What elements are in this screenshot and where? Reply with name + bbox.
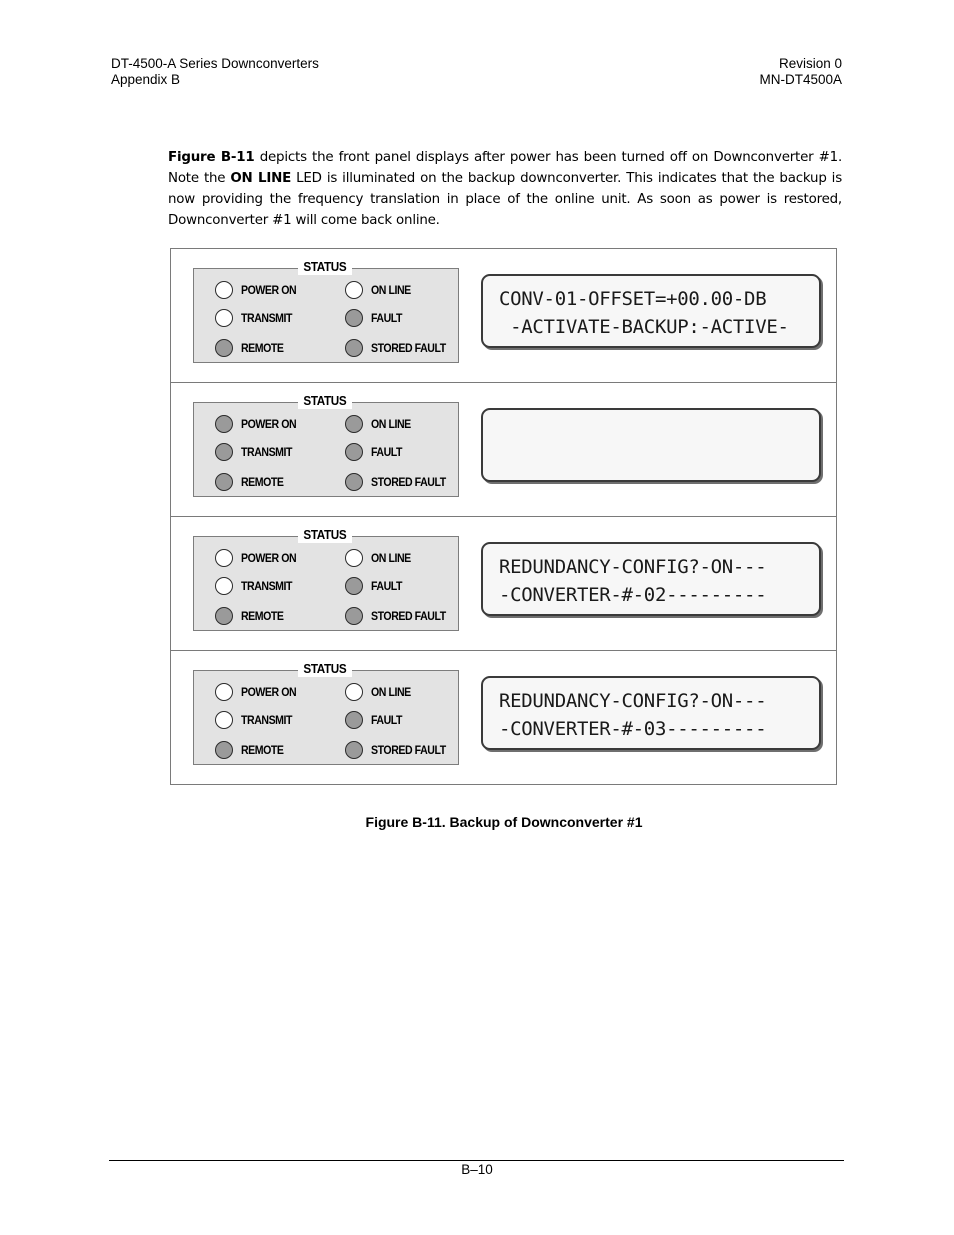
led-off-indicator bbox=[215, 443, 233, 461]
led-off-indicator bbox=[215, 741, 233, 759]
appendix-label: Appendix B bbox=[111, 72, 181, 87]
led-stored-fault bbox=[345, 740, 456, 760]
led-on-indicator bbox=[345, 281, 363, 299]
led-label: STORED FAULT bbox=[371, 341, 446, 355]
led-fault bbox=[345, 710, 406, 730]
converter-panel-3 bbox=[171, 517, 836, 651]
led-on-indicator bbox=[215, 711, 233, 729]
led-label: POWER ON bbox=[241, 685, 297, 699]
lcd-line-2: -CONVERTER-#-03--------- bbox=[499, 718, 767, 740]
led-stored-fault bbox=[345, 472, 456, 492]
lcd-display bbox=[481, 542, 821, 616]
led-label: ON LINE bbox=[371, 283, 411, 297]
led-on-line bbox=[345, 280, 416, 300]
paragraph-text-2: LED is illuminated on the backup downconverter. This indicates that the backup is now providing the frequency translation in place of the online unit. As soon as power is restored, Downconverter #1 will come back online. bbox=[168, 171, 842, 229]
led-label: STORED FAULT bbox=[371, 475, 446, 489]
led-label: FAULT bbox=[371, 311, 403, 325]
converter-panel-4 bbox=[171, 651, 836, 786]
led-off-indicator bbox=[215, 415, 233, 433]
led-label: TRANSMIT bbox=[241, 445, 293, 459]
led-off-indicator bbox=[215, 607, 233, 625]
led-off-indicator bbox=[345, 741, 363, 759]
led-fault bbox=[345, 576, 406, 596]
led-on-indicator bbox=[215, 683, 233, 701]
led-remote bbox=[215, 338, 289, 358]
led-fault bbox=[345, 308, 406, 328]
status-title: STATUS bbox=[298, 661, 352, 677]
led-name: ON LINE bbox=[230, 171, 292, 187]
paragraph-text-1: depicts the front panel displays after power has been turned off on Downconverter #1. Note the bbox=[168, 150, 842, 187]
led-label: FAULT bbox=[371, 579, 403, 593]
lcd-line-1: REDUNDANCY-CONFIG?-ON--- bbox=[499, 556, 767, 578]
page-number: B–10 bbox=[461, 1162, 493, 1177]
led-off-indicator bbox=[345, 577, 363, 595]
lcd-line-1: CONV-01-OFFSET=+00.00-DB bbox=[499, 288, 767, 310]
led-on-line bbox=[345, 682, 416, 702]
converter-panel-1 bbox=[171, 249, 836, 383]
revision-label: Revision 0 bbox=[778, 56, 842, 71]
led-label: REMOTE bbox=[241, 341, 284, 355]
manual-number: MN-DT4500A bbox=[759, 72, 842, 87]
body-paragraph bbox=[168, 147, 842, 231]
led-label: REMOTE bbox=[241, 743, 284, 757]
lcd-line-1: REDUNDANCY-CONFIG?-ON--- bbox=[499, 690, 767, 712]
led-on-indicator bbox=[215, 577, 233, 595]
led-label: POWER ON bbox=[241, 283, 297, 297]
led-transmit bbox=[215, 442, 299, 462]
led-label: POWER ON bbox=[241, 551, 297, 565]
lcd-line-2: -CONVERTER-#-02--------- bbox=[499, 584, 767, 606]
lcd-line-2: -ACTIVATE-BACKUP:-ACTIVE- bbox=[499, 316, 789, 338]
led-off-indicator bbox=[345, 473, 363, 491]
led-off-indicator bbox=[345, 309, 363, 327]
lcd-display bbox=[481, 274, 821, 348]
led-label: TRANSMIT bbox=[241, 311, 293, 325]
led-off-indicator bbox=[345, 443, 363, 461]
led-remote bbox=[215, 472, 289, 492]
led-stored-fault bbox=[345, 338, 456, 358]
status-panel bbox=[193, 527, 459, 631]
figure-reference: Figure B-11 bbox=[168, 150, 255, 166]
footer-divider bbox=[109, 1160, 844, 1161]
figure-caption: Figure B-11. Backup of Downconverter #1 bbox=[365, 814, 643, 830]
led-off-indicator bbox=[345, 607, 363, 625]
led-stored-fault bbox=[345, 606, 456, 626]
status-panel bbox=[193, 661, 459, 765]
led-power-on bbox=[215, 682, 304, 702]
led-label: TRANSMIT bbox=[241, 579, 293, 593]
led-label: REMOTE bbox=[241, 609, 284, 623]
led-label: STORED FAULT bbox=[371, 609, 446, 623]
led-label: ON LINE bbox=[371, 551, 411, 565]
led-label: FAULT bbox=[371, 445, 403, 459]
led-label: FAULT bbox=[371, 713, 403, 727]
led-on-indicator bbox=[215, 549, 233, 567]
status-panel bbox=[193, 393, 459, 497]
led-on-indicator bbox=[215, 281, 233, 299]
led-fault bbox=[345, 442, 406, 462]
converter-panel-2 bbox=[171, 383, 836, 517]
led-transmit bbox=[215, 308, 299, 328]
led-off-indicator bbox=[345, 339, 363, 357]
led-on-line bbox=[345, 548, 416, 568]
led-transmit bbox=[215, 576, 299, 596]
status-panel bbox=[193, 259, 459, 363]
header-left bbox=[111, 56, 319, 88]
front-panel-figure bbox=[170, 248, 837, 785]
led-on-indicator bbox=[345, 683, 363, 701]
led-off-indicator bbox=[215, 473, 233, 491]
led-off-indicator bbox=[345, 711, 363, 729]
led-label: ON LINE bbox=[371, 685, 411, 699]
led-off-indicator bbox=[345, 415, 363, 433]
led-power-on bbox=[215, 548, 304, 568]
status-title: STATUS bbox=[298, 393, 352, 409]
led-power-on bbox=[215, 414, 304, 434]
led-off-indicator bbox=[215, 339, 233, 357]
led-on-indicator bbox=[215, 309, 233, 327]
led-remote bbox=[215, 740, 289, 760]
led-label: POWER ON bbox=[241, 417, 297, 431]
lcd-display bbox=[481, 676, 821, 750]
status-title: STATUS bbox=[298, 259, 352, 275]
document-title: DT-4500-A Series Downconverters bbox=[111, 56, 319, 71]
led-label: REMOTE bbox=[241, 475, 284, 489]
led-power-on bbox=[215, 280, 304, 300]
led-label: ON LINE bbox=[371, 417, 411, 431]
header-right bbox=[759, 56, 842, 88]
led-on-line bbox=[345, 414, 416, 434]
led-label: STORED FAULT bbox=[371, 743, 446, 757]
status-title: STATUS bbox=[298, 527, 352, 543]
led-transmit bbox=[215, 710, 299, 730]
led-remote bbox=[215, 606, 289, 626]
led-on-indicator bbox=[345, 549, 363, 567]
led-label: TRANSMIT bbox=[241, 713, 293, 727]
lcd-display-blank bbox=[481, 408, 821, 482]
